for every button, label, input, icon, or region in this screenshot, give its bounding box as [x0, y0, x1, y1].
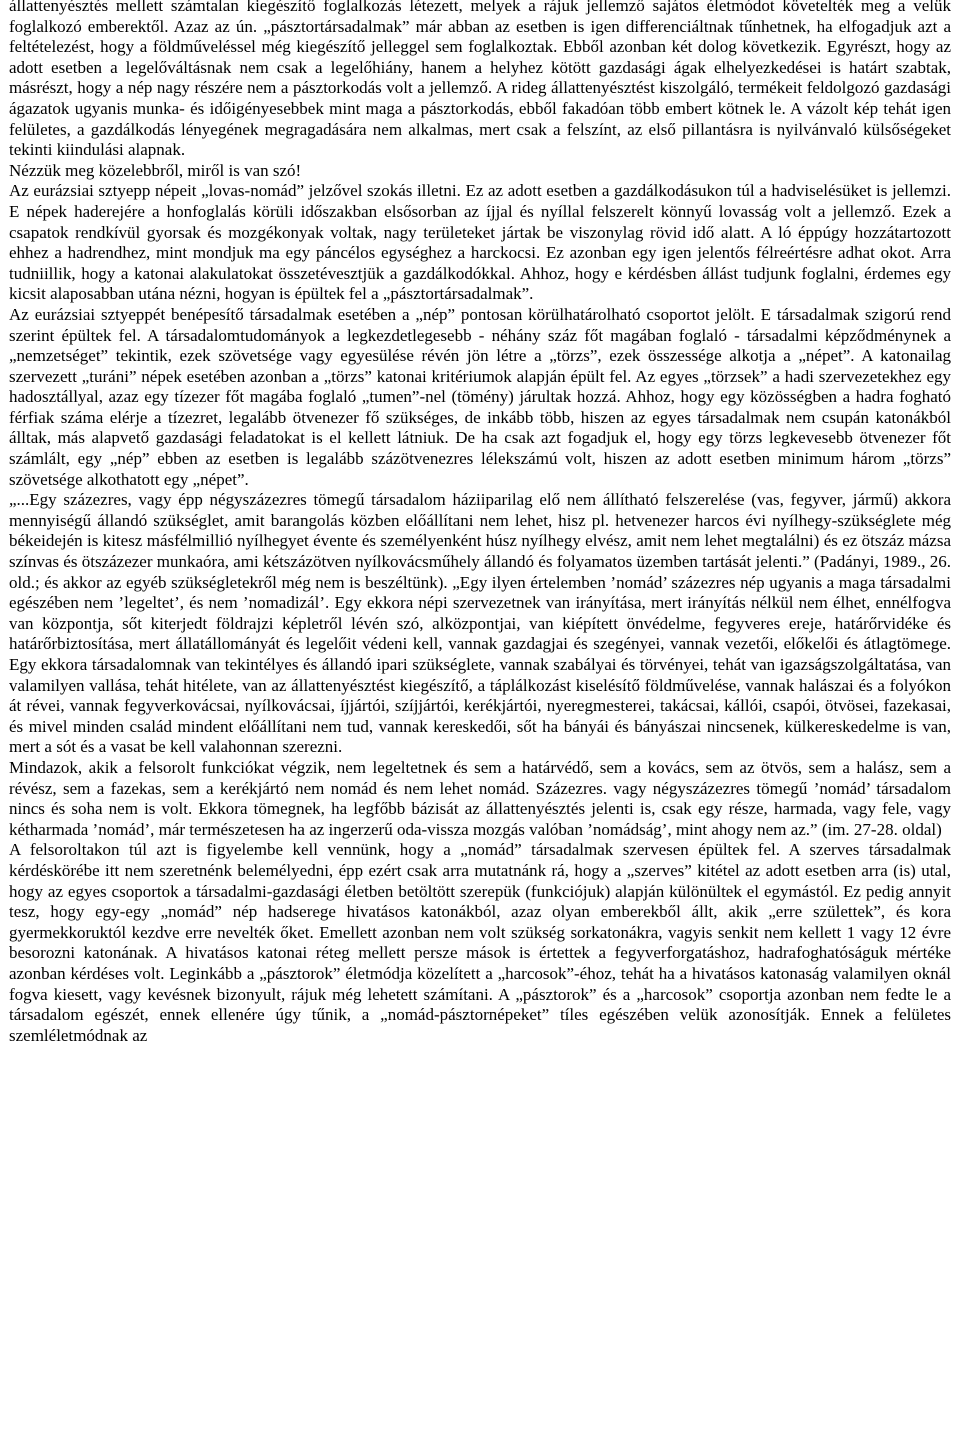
paragraph: Az eurázsiai sztyepp népeit „lovas-nomád” jelzővel szokás illetni. Ez az adott esetben a gazdálkodásukon túl a hadviselésüket is jellemzi. E népek haderejére a honfoglalás körüli időszakban elsősorban az íjjal és nyíllal felszerelt könnyű lovasság volt a jellemző. Ezek a csapatok rendkívül gyorsak és mozgékonyak voltak, nagy területeket jártak be viszonylag rövid idő alatt. A ló éppúgy hozzátartozott ehhez a hadrendhez, mint mondjuk ma egy páncélos egységhez a harckocsi. Ez azonban egy igen jelentős félreértésre adhat okot. Arra tudniillik, hogy a katonai alakulatokat összetévesztjük a gazdálkodókkal. Ahhoz, hogy e kérdésben állást tudjunk foglalni, érdemes egy kicsit alaposabban utána nézni, hogyan is épültek fel a „pásztortársadalmak”. — [9, 181, 951, 304]
document-page — [9, 0, 951, 1046]
paragraph: Mindazok, akik a felsorolt funkciókat végzik, nem legeltetnek és sem a határvédő, sem a kovács, sem az ötvös, sem a halász, sem a révész, sem a fazekas, sem a kerékjártó nem nomád és nem lehet nomád. Százezres. vagy négyszázezres tömegű ’nomád’ társadalom nincs és soha nem is volt. Ekkora tömegnek, ha legfőbb bázisát az állattenyésztés jelenti is, csak egy része, harmada, vagy fele, vagy kétharmada ’nomád’, már természetesen ha az ingerzerű oda-vissza mozgás valóban ’nomádság’, mint ahogy nem az.” (im. 27-28. oldal) — [9, 757, 951, 839]
paragraph: állattenyésztés mellett számtalan kiegészítő foglalkozás létezett, melyek a rájuk jellemző sajátos életmódot követelték meg a velük foglalkozó emberektől. Azaz az ún. „pásztortársadalmak” már abban az esetben is igen differenciáltnak tűnhetnek, ha elfogadjuk azt a feltételezést, hogy a földműveléssel még kiegészítő jelleggel sem foglalkoztak. Ebből azonban két dolog következik. Egyrészt, hogy az adott esetben a legelőváltásnak nem csak a legelőhiány, hanem a helyhez kötött gazdasági ágak elhelyezkedései is határt szabtak, másrészt, hogy a nép nagy részére nem a pásztorkodás volt a jellemző. A rideg állattenyésztést kiszolgáló, termékeit feldolgozó gazdasági ágazatok ugyanis munka- és időigényesebbek mint maga a pásztorkodás, ebből fakadóan több embert kötnek le. A vázolt kép tehát igen felületes, a gazdálkodás lényegének megragadására nem alkalmas, mert csak a felszínt, az első pillantásra is nyilvánvaló külsőségeket tekinti kiindulási alapnak. — [9, 0, 951, 160]
paragraph: A felsoroltakon túl azt is figyelembe kell vennünk, hogy a „nomád” társadalmak szervesen épültek fel. A szerves társadalmak kérdéskörébe itt nem szeretnénk belemélyedni, épp ezért csak arra mutatnánk rá, hogy a „szerves” kitétel az adott esetben arra (is) utal, hogy az egyes csoportok a társadalmi-gazdasági életben betöltött szerepük (funkciójuk) alapján különültek el egymástól. Ez pedig annyit tesz, hogy egy-egy „nomád” nép hadserege hivatásos katonákból, azaz olyan emberekből állt, akik „erre születtek”, és kora gyermekkoruktól kezdve erre nevelték őket. Emellett azonban nem volt szükség sorkatonákra, vagyis senkit nem kellett 1 vagy 12 évre besorozni katonának. A hivatásos katonai réteg mellett persze mások is értettek a fegyverforgatáshoz, hadrafoghatóságuk mértéke azonban kérdéses volt. Leginkább a „pásztorok” életmódja közelített a „harcosok”-éhoz, tehát ha a hivatásos katonaság valamilyen oknál fogva kiesett, vagy kevésnek bizonyult, rájuk még lehetett számítani. A „pásztorok” és a „harcosok” csoportja azonban nem fedte le a társadalom egészét, ennek ellenére úgy tűnik, a „nomád-pásztornépeket” tíles egészében velük azonosítják. Ennek a felületes szemléletmódnak az — [9, 840, 951, 1045]
paragraph: „...Egy százezres, vagy épp négyszázezres tömegű társadalom háziiparilag elő nem állítható felszerelése (vas, fegyver, jármű) akkora mennyiségű állandó szükséglet, amit barangolás közben előállítani nem lehet, hisz pl. hetvenezer harcos évi nyílhegy-szükséglete még békeidején is kitesz másfélmillió nyílhegyet évente és személyenként húsz nyílhegy elvész, amit nem lehet megtalálni) és ez ötszáz mázsa színvas és ötszázezer munkaóra, ami kétszázötven nyílkovácsműhely állandó és folyamatos üzemben tartását jelenti.” (Padányi, 1989., 26. old.; és akkor az egyéb szükségletekről még nem is beszéltünk). „Egy ilyen értelemben ’nomád’ százezres nép ugyanis a maga társadalmi egészében nem ’legeltet’, és nem ’nomadizál’. Egy ekkora népi szervezetnek van irányítása, mert irányítás nélkül nem élhet, ennélfogva van központja, sőt kiterjedt földrajzi képletről lévén szó, alközpontjai, van kiépített önvédelme, fegyveres ereje, határőrvidéke és határőrbiztosítása, mert állatállományát és legelőit védeni kell, vannak gazdagjai és szegényei, vannak vezetői, előkelői és átlagtömege. Egy ekkora társadalomnak van tekintélyes és állandó ipari szükséglete, vannak szabályai és törvényei, tehát van igazságszolgáltatása, van valamilyen vallása, tehát hitélete, van az állattenyésztést kiegészítő, a táplálkozást kiselésítő földművelése, vannak halászai és a folyókon át révei, vannak fegyverkovácsai, nyílkovácsai, íjjártói, szíjjártói, kerékjártói, nyeregmesterei, takácsai, kállói, csapói, ötvösei, fazekasai, és mivel minden család mindent előállítani nem tud, vannak kereskedői, sőt ha bányái és bányászai nincsenek, külkereskedelme is van, mert a sót és a vasat be kell valahonnan szerezni. — [9, 490, 951, 757]
paragraph: Nézzük meg közelebbről, miről is van szó! — [9, 160, 302, 180]
paragraph: Az eurázsiai sztyeppét benépesítő társadalmak esetében a „nép” pontosan körülhatárolható csoportot jelölt. E társadalmak szigorú rend szerint épültek fel. A társadalomtudományok a legkezdetlegesebb - néhány száz főt magában foglaló - társadalmi képződménynek a „nemzetséget” tekintik, ezek szövetsége vagy egyesülése révén jön létre a „törzs”, ezek összessége alkotja a „népet”. A katonailag szervezett „turáni” népek esetében azonban a „törzs” katonai kritériumok alapján épült fel. Az egyes „törzsek” a hadi szervezetekhez egy hadosztállyal, azaz egy tízezer főt magába foglaló „tumen”-nel (tömény) járultak hozzá. Ahhoz, hogy egy közösségben a hadra fogható férfiak száma elérje a tízezret, legalább ötvenezer fő szükséges, de inkább több, hiszen az egyes társadalmak nem csupán katonákból álltak, más alapvető gazdasági feladatokat is el kellett látniuk. De ha csak azt fogadjuk el, hogy egy törzs legkevesebb ötvenezer főt számlált, egy „nép” ebben az esetben is legalább százötvenezres lélekszámú volt, hiszen az adott esetben minimum három „törzs” szövetsége alkothatott egy „népet”. — [9, 304, 951, 489]
